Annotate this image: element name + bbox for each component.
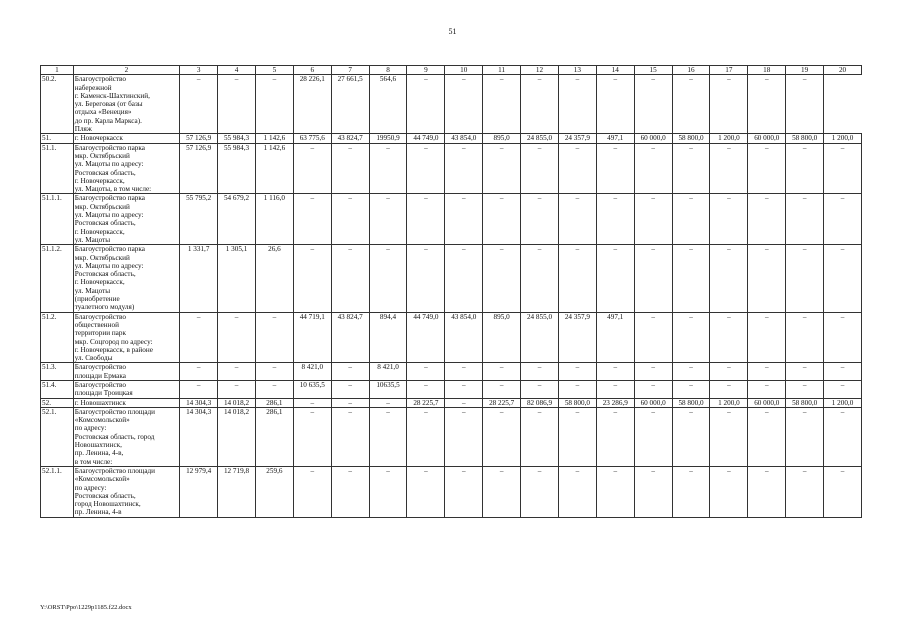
table-cell: 14 018,2 xyxy=(218,398,256,407)
table-cell: 1 200,0 xyxy=(824,398,862,407)
table-cell: 12 719,8 xyxy=(218,466,256,517)
table-row xyxy=(41,75,862,134)
table-cell: – xyxy=(672,245,710,312)
table-cell: 28 225,7 xyxy=(483,398,521,407)
row-index: 51.2. xyxy=(41,312,74,363)
table-cell: 10635,5 xyxy=(369,380,407,398)
table-cell: – xyxy=(786,363,824,381)
table-cell: 19950,9 xyxy=(369,134,407,143)
column-number: 20 xyxy=(824,66,862,75)
table-cell: 8 421,0 xyxy=(369,363,407,381)
table-cell: 28 225,7 xyxy=(407,398,445,407)
table-cell: – xyxy=(634,245,672,312)
table-cell: – xyxy=(218,312,256,363)
table-cell: 10 635,5 xyxy=(293,380,331,398)
table-row xyxy=(41,398,862,407)
table-cell: – xyxy=(407,194,445,245)
file-path: Y:\ORST\Ppo\1229p1185.f22.docx xyxy=(40,604,132,611)
table-cell: – xyxy=(596,75,634,134)
table-cell: – xyxy=(558,363,596,381)
row-index: 51.3. xyxy=(41,363,74,381)
table-row xyxy=(41,245,862,312)
table-cell: – xyxy=(483,143,521,194)
table-cell: – xyxy=(748,380,786,398)
table-row xyxy=(41,134,862,143)
table-cell: – xyxy=(786,380,824,398)
table-cell: – xyxy=(521,75,559,134)
table-cell: – xyxy=(180,363,218,381)
table-cell: – xyxy=(748,363,786,381)
table-cell: – xyxy=(369,466,407,517)
table-cell: 58 800,0 xyxy=(786,398,824,407)
table-cell: 54 679,2 xyxy=(218,194,256,245)
row-index: 50.2. xyxy=(41,75,74,134)
table-cell: – xyxy=(331,466,369,517)
table-cell: 58 800,0 xyxy=(672,134,710,143)
table-cell: – xyxy=(748,245,786,312)
table-cell: – xyxy=(521,380,559,398)
column-number: 9 xyxy=(407,66,445,75)
table-cell: – xyxy=(369,194,407,245)
table-cell: – xyxy=(710,194,748,245)
table-cell: – xyxy=(558,194,596,245)
row-index: 51.4. xyxy=(41,380,74,398)
table-cell: 8 421,0 xyxy=(293,363,331,381)
table-cell: – xyxy=(824,407,862,466)
table-cell: – xyxy=(445,75,483,134)
table-cell: – xyxy=(293,245,331,312)
column-number: 3 xyxy=(180,66,218,75)
table-cell: 55 984,3 xyxy=(218,134,256,143)
table-cell: – xyxy=(369,143,407,194)
table-cell: – xyxy=(521,407,559,466)
table-cell: – xyxy=(786,466,824,517)
table-cell: – xyxy=(218,380,256,398)
table-cell: 14 304,3 xyxy=(180,398,218,407)
budget-table xyxy=(40,65,862,518)
table-row xyxy=(41,466,862,517)
table-cell: – xyxy=(407,143,445,194)
table-cell: – xyxy=(824,143,862,194)
table-cell: 43 824,7 xyxy=(331,312,369,363)
row-index: 51.1.1. xyxy=(41,194,74,245)
table-cell: – xyxy=(824,466,862,517)
table-cell: – xyxy=(293,143,331,194)
table-cell: – xyxy=(710,245,748,312)
table-row xyxy=(41,407,862,466)
table-cell: 895,0 xyxy=(483,134,521,143)
row-name: Благоустройство общественной территории парк мкр. Соцгород по адресу: г. Новочеркасск, в районе ул. Свободы xyxy=(73,312,179,363)
row-index: 51.1. xyxy=(41,143,74,194)
table-cell: 44 719,1 xyxy=(293,312,331,363)
column-number: 16 xyxy=(672,66,710,75)
row-name: г. Новошахтинск xyxy=(73,398,179,407)
table-cell: 43 854,0 xyxy=(445,134,483,143)
table-cell: – xyxy=(710,466,748,517)
table-cell: – xyxy=(596,245,634,312)
row-name: Благоустройство площади Ермака xyxy=(73,363,179,381)
table-cell: – xyxy=(786,312,824,363)
table-cell: – xyxy=(634,143,672,194)
row-index: 51.1.2. xyxy=(41,245,74,312)
table-cell: – xyxy=(824,245,862,312)
table-cell: – xyxy=(634,466,672,517)
table-cell: – xyxy=(748,143,786,194)
table-cell: 58 800,0 xyxy=(786,134,824,143)
table-row xyxy=(41,380,862,398)
table-row xyxy=(41,363,862,381)
table-cell: – xyxy=(672,380,710,398)
table-cell: – xyxy=(255,75,293,134)
table-cell: – xyxy=(407,245,445,312)
table-cell: – xyxy=(180,75,218,134)
column-number: 13 xyxy=(558,66,596,75)
row-index: 52. xyxy=(41,398,74,407)
column-number: 8 xyxy=(369,66,407,75)
table-cell: – xyxy=(634,312,672,363)
table-cell: 63 775,6 xyxy=(293,134,331,143)
table-cell: – xyxy=(369,245,407,312)
row-index: 52.1. xyxy=(41,407,74,466)
table-cell: – xyxy=(331,398,369,407)
table-cell: – xyxy=(634,380,672,398)
table-cell: 55 795,2 xyxy=(180,194,218,245)
column-number: 15 xyxy=(634,66,672,75)
row-name: г. Новочеркасск xyxy=(73,134,179,143)
table-cell: – xyxy=(596,143,634,194)
table-cell: – xyxy=(218,363,256,381)
table-cell: – xyxy=(824,380,862,398)
table-cell: – xyxy=(407,75,445,134)
table-cell: – xyxy=(634,194,672,245)
table-cell: – xyxy=(672,407,710,466)
table-cell: 24 855,0 xyxy=(521,134,559,143)
table-cell: 82 086,9 xyxy=(521,398,559,407)
table-cell: 1 200,0 xyxy=(710,398,748,407)
table-cell: 43 854,0 xyxy=(445,312,483,363)
table-cell: – xyxy=(293,407,331,466)
row-name: Благоустройство парка мкр. Октябрьский ул. Мацоты по адресу: Ростовская область, г. Новочеркасск, ул. Мацоты (приобретение туалетного модуля) xyxy=(73,245,179,312)
table-cell: – xyxy=(558,407,596,466)
table-cell: 60 000,0 xyxy=(634,398,672,407)
table-cell: 1 142,6 xyxy=(255,134,293,143)
table-cell: 23 286,9 xyxy=(596,398,634,407)
table-cell: – xyxy=(786,143,824,194)
table-cell: – xyxy=(407,407,445,466)
table-cell: 1 200,0 xyxy=(824,134,862,143)
table-cell: – xyxy=(558,466,596,517)
table-cell: 286,1 xyxy=(255,407,293,466)
table-cell: 57 126,9 xyxy=(180,134,218,143)
table-cell: 12 979,4 xyxy=(180,466,218,517)
table-row xyxy=(41,143,862,194)
table-cell: – xyxy=(445,143,483,194)
table-cell: – xyxy=(369,398,407,407)
table-cell: – xyxy=(748,466,786,517)
table-cell: – xyxy=(710,380,748,398)
table-cell: – xyxy=(596,363,634,381)
table-cell: – xyxy=(748,312,786,363)
column-number: 18 xyxy=(748,66,786,75)
table-cell: – xyxy=(634,363,672,381)
row-index: 52.1.1. xyxy=(41,466,74,517)
column-number: 6 xyxy=(293,66,331,75)
table-cell: – xyxy=(558,75,596,134)
table-cell: – xyxy=(710,407,748,466)
table-cell: – xyxy=(824,363,862,381)
table-cell: – xyxy=(483,245,521,312)
table-cell: – xyxy=(672,363,710,381)
column-number: 5 xyxy=(255,66,293,75)
table-cell: – xyxy=(445,380,483,398)
table-row xyxy=(41,312,862,363)
column-number: 10 xyxy=(445,66,483,75)
table-cell: – xyxy=(483,407,521,466)
table-cell: – xyxy=(369,407,407,466)
table-cell: – xyxy=(293,466,331,517)
table-cell: 43 824,7 xyxy=(331,134,369,143)
table-cell: – xyxy=(180,312,218,363)
table-cell: – xyxy=(445,363,483,381)
table-cell: – xyxy=(407,363,445,381)
table-cell: – xyxy=(710,143,748,194)
table-cell: – xyxy=(255,380,293,398)
table-cell: – xyxy=(293,194,331,245)
table-cell: – xyxy=(596,407,634,466)
column-number: 14 xyxy=(596,66,634,75)
table-cell: – xyxy=(483,466,521,517)
table-cell: 26,6 xyxy=(255,245,293,312)
table-cell: 28 226,1 xyxy=(293,75,331,134)
table-cell: 286,1 xyxy=(255,398,293,407)
table-cell: 58 800,0 xyxy=(672,398,710,407)
table-cell: 14 018,2 xyxy=(218,407,256,466)
table-cell: – xyxy=(596,194,634,245)
table-cell: – xyxy=(786,75,824,134)
table-cell: 1 331,7 xyxy=(180,245,218,312)
table-cell: 60 000,0 xyxy=(748,134,786,143)
table-cell: – xyxy=(445,194,483,245)
table-cell: – xyxy=(710,363,748,381)
table-cell: 24 357,9 xyxy=(558,134,596,143)
column-number: 4 xyxy=(218,66,256,75)
table-cell: – xyxy=(445,245,483,312)
table-cell: – xyxy=(596,466,634,517)
table-cell: 1 116,0 xyxy=(255,194,293,245)
table-cell: – xyxy=(521,466,559,517)
table-cell: – xyxy=(521,245,559,312)
column-number: 1 xyxy=(41,66,74,75)
row-name: Благоустройство площади «Комсомольской» по адресу: Ростовская область, город Новошахтинск, пр. Ленина, 4-в xyxy=(73,466,179,517)
table-cell: – xyxy=(218,75,256,134)
table-cell: 1 305,1 xyxy=(218,245,256,312)
table-cell: – xyxy=(331,380,369,398)
table-cell: – xyxy=(824,312,862,363)
table-cell: – xyxy=(710,75,748,134)
table-cell: – xyxy=(672,466,710,517)
table-cell: – xyxy=(672,143,710,194)
table-cell: – xyxy=(558,245,596,312)
table-cell: – xyxy=(331,143,369,194)
row-name: Благоустройство набережной г. Каменск-Шахтинский, ул. Береговая (от базы отдыха «Венеция» до пр. Карла Маркса). Пляж xyxy=(73,75,179,134)
table-cell: – xyxy=(824,194,862,245)
table-cell: – xyxy=(672,312,710,363)
row-name: Благоустройство парка мкр. Октябрьский ул. Мацоты по адресу: Ростовская область, г. Новочеркасск, ул. Мацоты, в том числе: xyxy=(73,143,179,194)
table-cell: 55 984,3 xyxy=(218,143,256,194)
table-cell: 44 749,0 xyxy=(407,312,445,363)
table-cell: 57 126,9 xyxy=(180,143,218,194)
table-cell: – xyxy=(407,466,445,517)
table-cell: – xyxy=(483,380,521,398)
row-name: Благоустройство парка мкр. Октябрьский ул. Мацоты по адресу: Ростовская область, г. Новочеркасск, ул. Мацоты xyxy=(73,194,179,245)
table-cell: – xyxy=(255,363,293,381)
table-cell: 259,6 xyxy=(255,466,293,517)
table-cell: – xyxy=(407,380,445,398)
table-cell: – xyxy=(558,380,596,398)
column-number: 7 xyxy=(331,66,369,75)
column-number: 17 xyxy=(710,66,748,75)
table-cell: 497,1 xyxy=(596,134,634,143)
table-cell: – xyxy=(331,194,369,245)
table-cell: – xyxy=(445,407,483,466)
table-cell: – xyxy=(786,194,824,245)
table-cell: – xyxy=(331,407,369,466)
column-number: 11 xyxy=(483,66,521,75)
row-name: Благоустройство площади «Комсомольской» по адресу: Ростовская область, город Новошахтинск, пр. Ленина, 4-в, в том числе: xyxy=(73,407,179,466)
table-cell: – xyxy=(634,407,672,466)
table-cell: 895,0 xyxy=(483,312,521,363)
table-cell: 24 357,9 xyxy=(558,312,596,363)
column-number: 12 xyxy=(521,66,559,75)
page-number: 51 xyxy=(448,27,457,36)
table-cell: – xyxy=(521,143,559,194)
table-cell: – xyxy=(634,75,672,134)
table-cell: – xyxy=(180,380,218,398)
table-row xyxy=(41,194,862,245)
column-number: 2 xyxy=(73,66,179,75)
table-cell: 894,4 xyxy=(369,312,407,363)
table-cell: 58 800,0 xyxy=(558,398,596,407)
table-cell: 1 142,6 xyxy=(255,143,293,194)
table-cell: 27 661,5 xyxy=(331,75,369,134)
table-cell: – xyxy=(483,363,521,381)
table-cell: – xyxy=(786,407,824,466)
table-cell: – xyxy=(331,245,369,312)
table-cell: 497,1 xyxy=(596,312,634,363)
table-cell: 1 200,0 xyxy=(710,134,748,143)
table-cell: – xyxy=(748,407,786,466)
column-number: 19 xyxy=(786,66,824,75)
table-cell: 60 000,0 xyxy=(748,398,786,407)
table-cell: – xyxy=(521,194,559,245)
table-cell: 44 749,0 xyxy=(407,134,445,143)
row-name: Благоустройство площади Троицкая xyxy=(73,380,179,398)
table-cell: 24 855,0 xyxy=(521,312,559,363)
table-header-row xyxy=(41,66,862,75)
table-cell: – xyxy=(710,312,748,363)
table-cell: 14 304,3 xyxy=(180,407,218,466)
table-cell: – xyxy=(521,363,559,381)
table-cell: – xyxy=(748,75,786,134)
table-cell: 564,6 xyxy=(369,75,407,134)
table-cell: – xyxy=(748,194,786,245)
table-cell: – xyxy=(558,143,596,194)
table-cell: – xyxy=(596,380,634,398)
table-cell: – xyxy=(786,245,824,312)
table-cell: – xyxy=(293,398,331,407)
table-cell: – xyxy=(445,466,483,517)
table-cell: – xyxy=(331,363,369,381)
table-cell: – xyxy=(483,75,521,134)
table-cell: 60 000,0 xyxy=(634,134,672,143)
row-index: 51. xyxy=(41,134,74,143)
table-cell: – xyxy=(445,398,483,407)
table-cell: – xyxy=(255,312,293,363)
table-cell: – xyxy=(483,194,521,245)
table-cell: – xyxy=(672,194,710,245)
table-cell: – xyxy=(672,75,710,134)
